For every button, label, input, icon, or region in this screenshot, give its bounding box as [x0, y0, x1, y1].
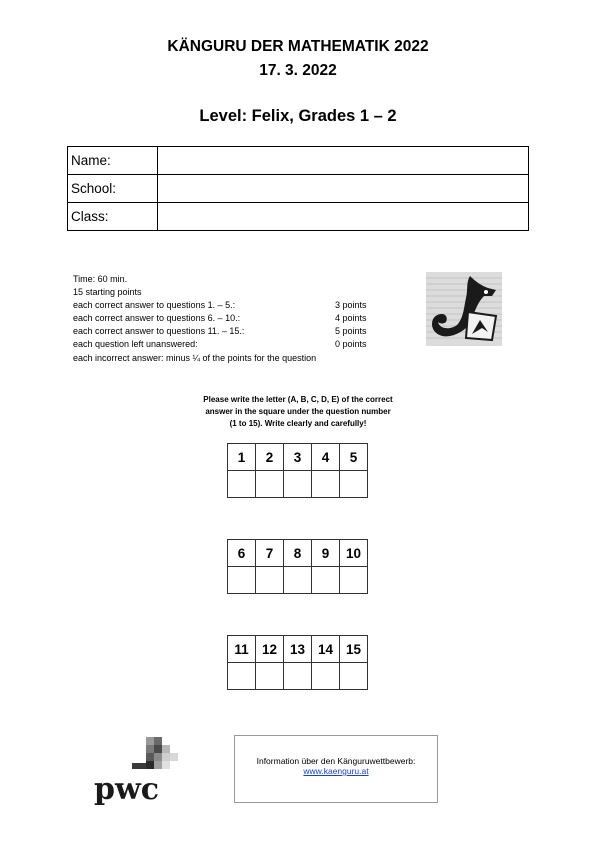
instruction-line: Please write the letter (A, B, C, D, E) of the correct: [203, 395, 393, 404]
name-row: [68, 147, 529, 175]
info-box: [234, 735, 438, 803]
answer-box[interactable]: [340, 663, 368, 690]
answer-box[interactable]: [284, 663, 312, 690]
name-label: Name:: [68, 147, 158, 175]
rule-text: each correct answer to questions 6. – 10.:: [73, 313, 241, 324]
answer-grid-1-5: [227, 443, 368, 498]
answer-box[interactable]: [256, 663, 284, 690]
rule-points: 0 points: [335, 339, 367, 350]
rule-text: each correct answer to questions 11. – 15.:: [73, 326, 245, 337]
contest-date: 17. 3. 2022: [259, 62, 337, 79]
level-title: Level: Felix, Grades 1 – 2: [199, 107, 397, 125]
rule-points: 4 points: [335, 313, 367, 324]
website-link[interactable]: www.kaenguru.at: [303, 766, 369, 776]
answer-row: [228, 567, 368, 594]
info-text: Information über den Känguruwettbewerb:: [256, 756, 416, 766]
question-number-row: [228, 444, 368, 471]
answer-box[interactable]: [256, 567, 284, 594]
question-number: 8: [284, 540, 312, 567]
answer-row: [228, 663, 368, 690]
answer-box[interactable]: [312, 567, 340, 594]
question-number: 4: [312, 444, 340, 471]
answer-row: [228, 471, 368, 498]
starting-points: 15 starting points: [73, 287, 142, 298]
instruction-line: answer in the square under the question number: [205, 407, 391, 416]
kangaroo-logo-icon: [426, 272, 502, 346]
scoring-rules: [73, 273, 373, 365]
rule-row: [73, 338, 373, 351]
question-number: 2: [256, 444, 284, 471]
school-row: [68, 175, 529, 203]
question-number: 7: [256, 540, 284, 567]
rule-row: [73, 312, 373, 325]
answer-grid-6-10: [227, 539, 368, 594]
question-number: 15: [340, 636, 368, 663]
question-number-row: [228, 540, 368, 567]
instruction-line: (1 to 15). Write clearly and carefully!: [229, 419, 367, 428]
class-row: [68, 203, 529, 231]
question-number: 13: [284, 636, 312, 663]
answer-box[interactable]: [256, 471, 284, 498]
question-number-row: [228, 636, 368, 663]
question-number: 14: [312, 636, 340, 663]
question-number: 10: [340, 540, 368, 567]
school-label: School:: [68, 175, 158, 203]
question-number: 12: [256, 636, 284, 663]
name-field[interactable]: [158, 147, 529, 175]
rule-row: [73, 325, 373, 338]
incorrect-penalty: each incorrect answer: minus ¼ of the points for the question: [73, 352, 317, 363]
rule-points: 5 points: [335, 326, 367, 337]
question-number: 6: [228, 540, 256, 567]
answer-box[interactable]: [284, 471, 312, 498]
answer-box[interactable]: [312, 471, 340, 498]
answer-box[interactable]: [228, 471, 256, 498]
school-field[interactable]: [158, 175, 529, 203]
rule-text: each question left unanswered:: [73, 339, 198, 350]
question-number: 5: [340, 444, 368, 471]
class-label: Class:: [68, 203, 158, 231]
time-limit: Time: 60 min.: [73, 274, 128, 284]
question-number: 3: [284, 444, 312, 471]
question-number: 11: [228, 636, 256, 663]
question-number: 1: [228, 444, 256, 471]
rule-points: 3 points: [335, 300, 367, 311]
question-number: 9: [312, 540, 340, 567]
student-info-table: [67, 146, 529, 231]
pwc-logo-icon: [92, 735, 202, 805]
answer-box[interactable]: [312, 663, 340, 690]
answer-instructions: [170, 394, 426, 430]
answer-box[interactable]: [340, 471, 368, 498]
contest-title: KÄNGURU DER MATHEMATIK 2022: [167, 38, 429, 55]
rule-row: [73, 299, 373, 312]
answer-box[interactable]: [228, 663, 256, 690]
class-field[interactable]: [158, 203, 529, 231]
rule-text: each correct answer to questions 1. – 5.:: [73, 300, 236, 311]
answer-box[interactable]: [340, 567, 368, 594]
pwc-text: pwc: [94, 772, 160, 805]
answer-grid-11-15: [227, 635, 368, 690]
answer-box[interactable]: [228, 567, 256, 594]
answer-box[interactable]: [284, 567, 312, 594]
